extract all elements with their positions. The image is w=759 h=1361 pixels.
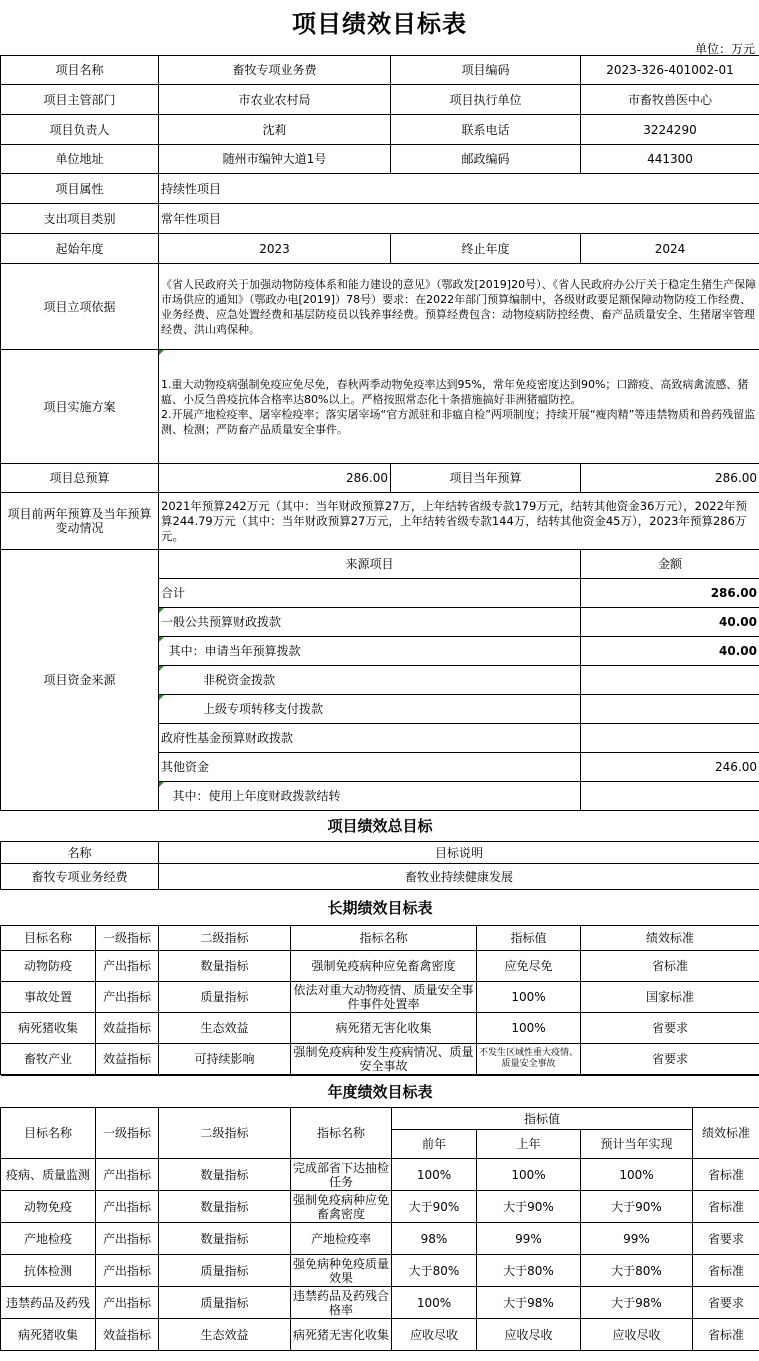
an-cell: 大于90% [392,1191,477,1223]
project-info-table [0,55,759,550]
attr-value: 持续性项目 [159,174,759,204]
an-cell: 省标准 [693,1159,759,1191]
lt-cell: 强制免疫病种应免畜禽密度 [291,951,477,982]
dept-value: 市农业农村局 [159,85,391,115]
source-header: 来源项目 [159,550,581,579]
an-cell: 完成部省下达抽检任务 [291,1159,392,1191]
category-label: 支出项目类别 [1,204,159,234]
an-cell: 动物免疫 [1,1191,96,1223]
an-cell: 100% [477,1159,581,1191]
lt-cell: 事故处置 [1,982,96,1013]
fund-source: 其中：申请当年预算拨款 [159,637,581,666]
lt-cell: 可持续影响 [159,1044,291,1075]
funding-label: 项目资金来源 [1,550,159,811]
fund-source: 合计 [159,579,581,608]
address-value: 随州市编钟大道1号 [159,145,391,174]
an-cell: 数量指标 [159,1159,291,1191]
an-cell: 病死猪收集 [1,1319,96,1351]
an-cell: 效益指标 [96,1319,159,1351]
budget-change-label: 项目前两年预算及当年预算变动情况 [1,493,159,550]
category-value: 常年性项目 [159,204,759,234]
annual-goal-table [0,1075,759,1351]
project-name-value: 畜牧专项业务费 [159,56,391,85]
fund-source: 一般公共预算财政拨款 [159,608,581,637]
budget-change-value: 2021年预算242万元（其中：当年财政预算27万，上年结转省级专款179万元，结转其他资金36万元），2022年预算244.79万元（其中：当年财政预算27万元，上年结转省级专款144万，结转其他资金45万），2023年预算286万元。 [159,493,759,550]
an-cell: 生态效益 [159,1319,291,1351]
an-cell: 省标准 [693,1191,759,1223]
overall-name-header: 名称 [1,842,159,864]
overall-desc-header: 目标说明 [159,842,759,864]
lt-cell: 产出指标 [96,951,159,982]
an-cell: 质量指标 [159,1255,291,1287]
an-cell: 省标准 [693,1255,759,1287]
an-cell: 应收尽收 [392,1319,477,1351]
total-budget-value: 286.00 [159,464,391,493]
lt-cell: 畜牧产业 [1,1044,96,1075]
lt-cell: 病死猪无害化收集 [291,1013,477,1044]
fund-amount: 246.00 [581,753,759,782]
lt-cell: 质量指标 [159,982,291,1013]
lt-cell: 省要求 [581,1044,759,1075]
lt-cell: 产出指标 [96,982,159,1013]
attr-label: 项目属性 [1,174,159,204]
an-header: 绩效标准 [693,1108,759,1159]
lt-cell: 动物防疫 [1,951,96,982]
an-header: 二级指标 [159,1108,291,1159]
an-header: 指标值 [392,1108,693,1130]
basis-value: 《省人民政府关于加强动物防疫体系和能力建设的意见》（鄂政发[2019]20号）、《省人民政府办公厅关于稳定生猪生产保障市场供应的通知》（鄂政办电[2019]）78号）要求：在2022年部门预算编制中，各级财政要足额保障动物防疫工作经费、业务经费、应急处置经费和基层防疫员以钱养事经费。预算经费包含：动物疫病防控经费、畜产品质量安全、生猪屠宰管理经费、洪山鸡保种。 [159,264,759,350]
an-header: 目标名称 [1,1108,96,1159]
lt-cell: 强制免疫病种发生疫病情况、质量安全事故 [291,1044,477,1075]
an-cell: 省要求 [693,1287,759,1319]
lt-header: 一级指标 [96,926,159,951]
an-cell: 强免病种免疫质量效果 [291,1255,392,1287]
fund-amount: 40.00 [581,608,759,637]
fund-amount [581,782,759,811]
an-cell: 100% [392,1159,477,1191]
fund-source: 其他资金 [159,753,581,782]
an-header: 一级指标 [96,1108,159,1159]
address-label: 单位地址 [1,145,159,174]
start-year-label: 起始年度 [1,234,159,264]
exec-unit-label: 项目执行单位 [391,85,581,115]
lt-cell: 国家标准 [581,982,759,1013]
unit-label: 单位：万元 [694,42,755,56]
an-cell: 产出指标 [96,1191,159,1223]
current-budget-label: 项目当年预算 [391,464,581,493]
an-cell: 省要求 [693,1223,759,1255]
amount-header: 金额 [581,550,759,579]
longterm-heading: 长期绩效目标表 [1,890,759,926]
lt-cell: 依法对重大动物疫情、质量安全事件事件处置率 [291,982,477,1013]
lt-cell: 应免尽免 [477,951,581,982]
dept-label: 项目主管部门 [1,85,159,115]
fund-source: 上级专项转移支付拨款 [159,695,581,724]
lt-header: 二级指标 [159,926,291,951]
lt-cell: 省要求 [581,1013,759,1044]
an-cell: 大于98% [477,1287,581,1319]
owner-value: 沈莉 [159,115,391,145]
fund-source: 非税资金拨款 [159,666,581,695]
overall-goal-table [0,810,759,890]
an-header: 前年 [392,1130,477,1159]
owner-label: 项目负责人 [1,115,159,145]
an-cell: 应收尽收 [477,1319,581,1351]
phone-value: 3224290 [581,115,759,145]
lt-cell: 100% [477,982,581,1013]
lt-header: 绩效标准 [581,926,759,951]
zip-value: 441300 [581,145,759,174]
an-header: 上年 [477,1130,581,1159]
plan-value: 1.重大动物疫病强制免疫应免尽免，春秋两季动物免疫率达到95%，常年免疫密度达到90%；口蹄疫、高致病禽流感、猪瘟、小反刍兽疫抗体合格率达80%以上。严格按照常态化十条措施搞好非洲猪瘟防控。 2.开展产地检疫率、屠宰检疫率；落实屠宰场“官方派驻和非瘟自检”两项制度；持续开展“瘦肉精”等违禁物质和兽药残留监测、检测；严防畜产品质量安全事件。 [159,350,759,464]
fund-amount [581,724,759,753]
total-budget-label: 项目总预算 [1,464,159,493]
lt-cell: 省标准 [581,951,759,982]
lt-cell: 病死猪收集 [1,1013,96,1044]
end-year-value: 2024 [581,234,759,264]
plan-label: 项目实施方案 [1,350,159,464]
project-code-value: 2023-326-401002-01 [581,56,759,85]
overall-goal-heading: 项目绩效总目标 [1,811,759,842]
fund-amount [581,695,759,724]
lt-cell: 生态效益 [159,1013,291,1044]
an-cell: 疫病、质量监测 [1,1159,96,1191]
an-cell: 产出指标 [96,1287,159,1319]
an-header: 预计当年实现 [581,1130,693,1159]
an-cell: 产出指标 [96,1159,159,1191]
lt-header: 指标名称 [291,926,477,951]
basis-label: 项目立项依据 [1,264,159,350]
an-cell: 违禁药品及药残 [1,1287,96,1319]
annual-heading: 年度绩效目标表 [1,1076,759,1108]
an-cell: 产出指标 [96,1255,159,1287]
longterm-goal-table [0,889,759,1075]
fund-amount [581,666,759,695]
an-cell: 大于90% [477,1191,581,1223]
overall-name: 畜牧专项业务经费 [1,864,159,890]
an-cell: 大于80% [477,1255,581,1287]
an-cell: 强制免疫病种应免畜禽密度 [291,1191,392,1223]
phone-label: 联系电话 [391,115,581,145]
an-cell: 大于90% [581,1191,693,1223]
an-cell: 99% [581,1223,693,1255]
lt-cell: 效益指标 [96,1044,159,1075]
project-name-label: 项目名称 [1,56,159,85]
lt-cell: 效益指标 [96,1013,159,1044]
page-title: 项目绩效目标表 [292,9,467,38]
an-cell: 省标准 [693,1319,759,1351]
an-cell: 98% [392,1223,477,1255]
zip-label: 邮政编码 [391,145,581,174]
overall-desc: 畜牧业持续健康发展 [159,864,759,890]
an-cell: 质量指标 [159,1287,291,1319]
an-cell: 产地检疫率 [291,1223,392,1255]
fund-amount: 286.00 [581,579,759,608]
an-cell: 抗体检测 [1,1255,96,1287]
an-cell: 产地检疫 [1,1223,96,1255]
funding-table [0,549,759,811]
lt-header: 指标值 [477,926,581,951]
an-cell: 数量指标 [159,1223,291,1255]
an-cell: 大于80% [392,1255,477,1287]
fund-amount: 40.00 [581,637,759,666]
fund-source: 政府性基金预算财政拨款 [159,724,581,753]
end-year-label: 终止年度 [391,234,581,264]
an-cell: 99% [477,1223,581,1255]
an-cell: 产出指标 [96,1223,159,1255]
an-cell: 大于98% [581,1287,693,1319]
lt-cell: 100% [477,1013,581,1044]
an-cell: 100% [392,1287,477,1319]
current-budget-value: 286.00 [581,464,759,493]
an-cell: 病死猪无害化收集 [291,1319,392,1351]
lt-cell: 不发生区域性重大疫情、质量安全事故 [477,1044,581,1075]
project-code-label: 项目编码 [391,56,581,85]
an-cell: 违禁药品及药残合格率 [291,1287,392,1319]
an-header: 指标名称 [291,1108,392,1159]
an-cell: 100% [581,1159,693,1191]
exec-unit-value: 市畜牧兽医中心 [581,85,759,115]
start-year-value: 2023 [159,234,391,264]
an-cell: 应收尽收 [581,1319,693,1351]
fund-source: 其中：使用上年度财政拨款结转 [159,782,581,811]
an-cell: 大于80% [581,1255,693,1287]
lt-cell: 数量指标 [159,951,291,982]
lt-header: 目标名称 [1,926,96,951]
an-cell: 数量指标 [159,1191,291,1223]
